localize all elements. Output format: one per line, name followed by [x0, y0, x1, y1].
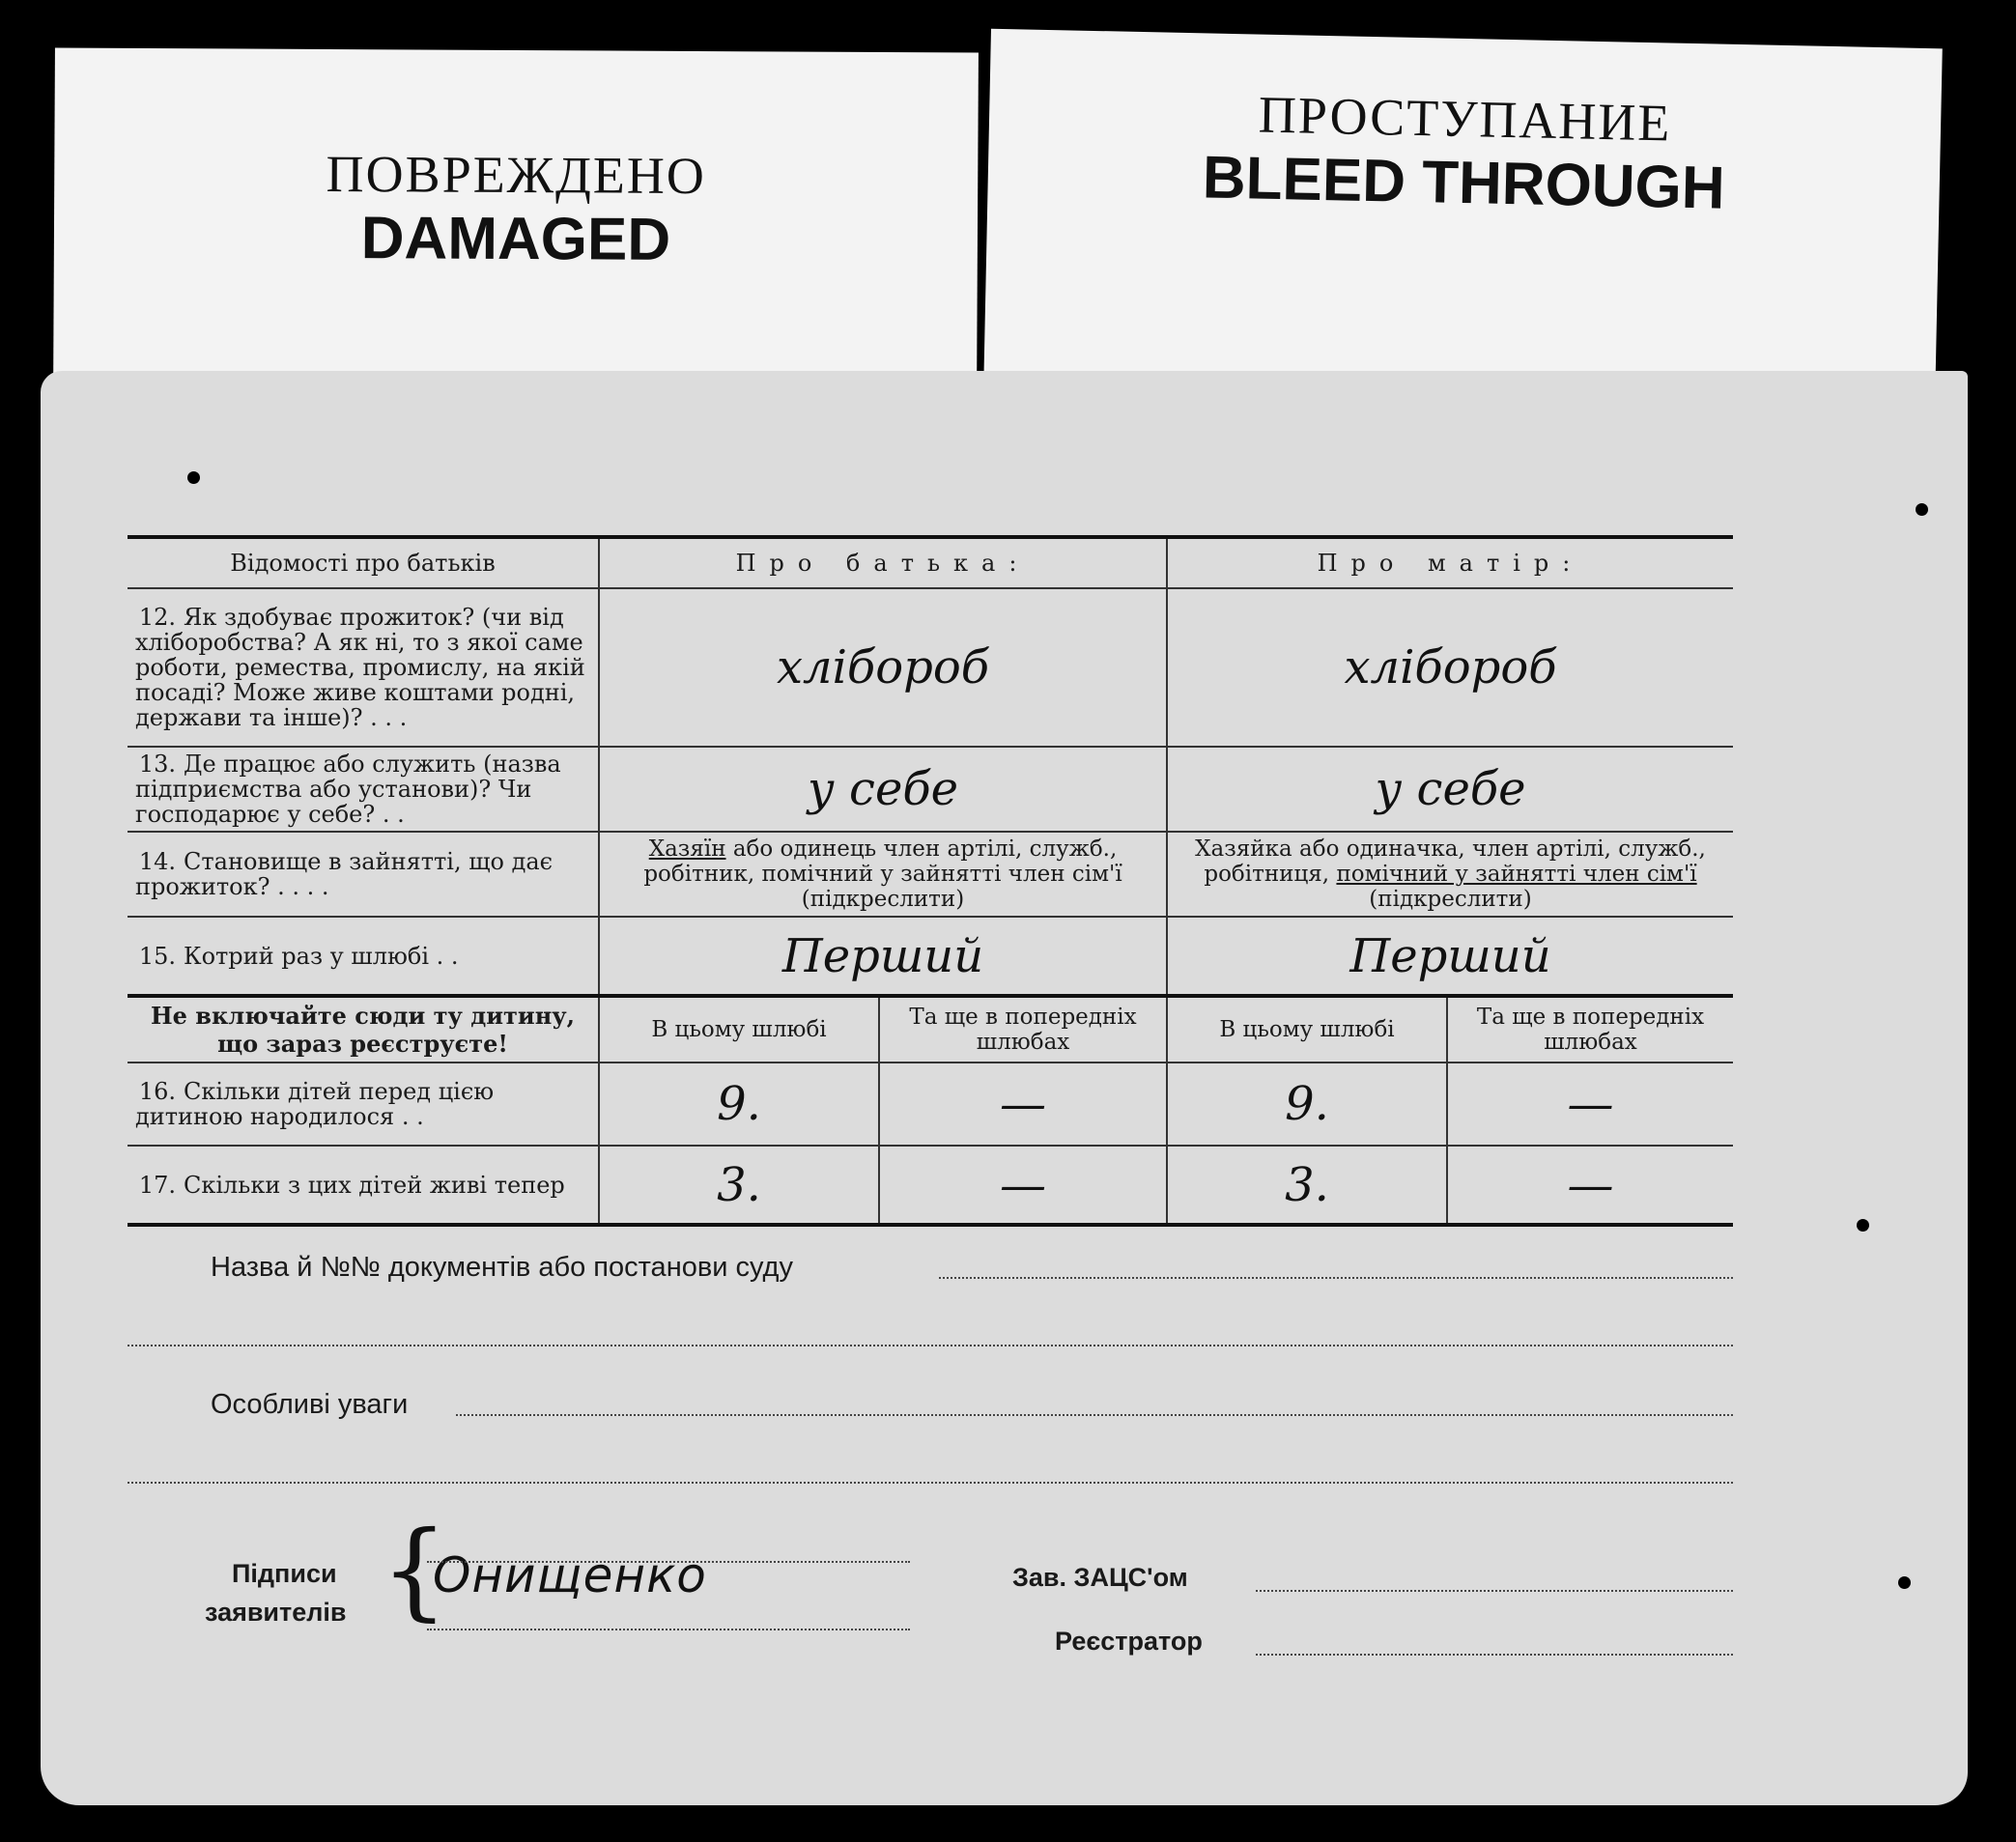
mother-answer: у себе	[1167, 747, 1733, 832]
mother-answer: Перший	[1167, 917, 1733, 996]
mother-this-marriage-header: В цьому шлюбі	[1167, 996, 1447, 1063]
table-row	[128, 917, 1733, 996]
bleed-through-label-card	[983, 29, 1943, 409]
signatures-label-2: заявителів	[205, 1598, 347, 1627]
document-sheet	[41, 371, 1968, 1805]
head-signature-line	[1256, 1590, 1733, 1592]
father-answer: Перший	[599, 917, 1167, 996]
table-header-row	[128, 537, 1733, 588]
table-row	[128, 747, 1733, 832]
father-answer: у себе	[599, 747, 1167, 832]
remarks-line-2	[128, 1482, 1733, 1484]
children-note: Не включайте сюди ту дитину, що зараз реєструєте!	[128, 996, 599, 1063]
father-options-note: (підкреслити)	[801, 887, 965, 912]
punch-hole	[1857, 1219, 1869, 1232]
father-children-alive: 3.	[599, 1146, 879, 1225]
remarks-label: Особливі уваги	[211, 1389, 409, 1420]
mother-children-this: 9.	[1167, 1063, 1447, 1146]
father-occupation-options	[599, 832, 1167, 917]
mother-children-alive: 3.	[1167, 1146, 1447, 1225]
row-question: Котрий раз у шлюбі . .	[184, 942, 459, 970]
father-options-rest: або одинець член артілі, служб., робітник, помічний у зайнятті член сім'ї	[643, 836, 1122, 887]
registrar-signature-line	[1256, 1654, 1733, 1656]
damaged-label-card	[53, 47, 979, 402]
punch-hole	[187, 471, 200, 484]
documents-line	[939, 1277, 1733, 1279]
row-question: Скільки дітей перед цією дитиною народилося . .	[135, 1078, 495, 1130]
bleed-label-ru: ПРОСТУПАНИЕ	[1258, 85, 1673, 153]
documents-line-2	[128, 1345, 1733, 1346]
signatures-label-1: Підписи	[232, 1559, 337, 1588]
brace-icon: {	[381, 1508, 448, 1631]
head-label: Зав. ЗАЦС'ом	[1012, 1563, 1188, 1592]
applicant-signature: Онищенко	[433, 1547, 707, 1603]
row-number: 15.	[138, 942, 176, 970]
mother-occupation-options	[1167, 832, 1733, 917]
father-previous-header: Та ще в попередніх шлюбах	[879, 996, 1167, 1063]
bleed-label-en: BLEED THROUGH	[1202, 144, 1726, 222]
father-children-prev: —	[879, 1063, 1167, 1146]
signature-line-2	[427, 1629, 910, 1630]
row-question: Де працює або служить (назва підприємства або установи)? Чи господарює у себе? . .	[135, 751, 561, 828]
father-children-alive-prev: —	[879, 1146, 1167, 1225]
row-question: Скільки з цих дітей живі тепер	[184, 1171, 565, 1199]
signature-line-1	[427, 1561, 910, 1563]
mother-children-prev: —	[1447, 1063, 1733, 1146]
row-number: 14.	[138, 848, 176, 875]
damaged-label-en: DAMAGED	[360, 205, 671, 273]
row-question: Становище в зайнятті, що дає прожиток? . . . .	[135, 848, 554, 900]
row-number: 17.	[138, 1171, 176, 1199]
mother-options-note: (підкреслити)	[1369, 887, 1532, 912]
children-header-row	[128, 996, 1733, 1063]
damaged-label-ru: ПОВРЕЖДЕНО	[326, 144, 707, 206]
table-row	[128, 588, 1733, 747]
father-answer: хлібороб	[599, 588, 1167, 747]
header-col-mother: Про матір:	[1167, 537, 1733, 588]
mother-underlined-option: помічний у зайнятті член сім'ї	[1336, 862, 1697, 887]
parents-info-table	[128, 535, 1733, 1227]
mother-options-first: Хазяйка або одиначка, член артілі, служб., робітниця,	[1195, 836, 1706, 887]
father-children-this: 9.	[599, 1063, 879, 1146]
registrar-label: Реєстратор	[1055, 1627, 1203, 1656]
row-question: Як здобуває прожиток? (чи від хліборобства? А як ні, то з якої саме роботи, ремества, промислу, на якій посаді? Може живе коштами родні, держави та інше)? . . .	[135, 604, 585, 731]
remarks-line	[456, 1414, 1733, 1416]
table-row	[128, 1146, 1733, 1225]
table-row	[128, 832, 1733, 917]
mother-answer: хлібороб	[1167, 588, 1733, 747]
row-number: 13.	[138, 751, 176, 778]
punch-hole	[1916, 503, 1928, 516]
documents-label: Назва й №№ документів або постанови суду	[211, 1252, 793, 1283]
table-row	[128, 1063, 1733, 1146]
mother-children-alive-prev: —	[1447, 1146, 1733, 1225]
father-this-marriage-header: В цьому шлюбі	[599, 996, 879, 1063]
row-number: 16.	[138, 1078, 176, 1105]
punch-hole	[1898, 1576, 1911, 1589]
mother-previous-header: Та ще в попередніх шлюбах	[1447, 996, 1733, 1063]
row-number: 12.	[138, 604, 176, 631]
father-underlined-option: Хазяїн	[648, 836, 726, 862]
header-col-info: Відомості про батьків	[128, 537, 599, 588]
header-col-father: Про батька:	[599, 537, 1167, 588]
